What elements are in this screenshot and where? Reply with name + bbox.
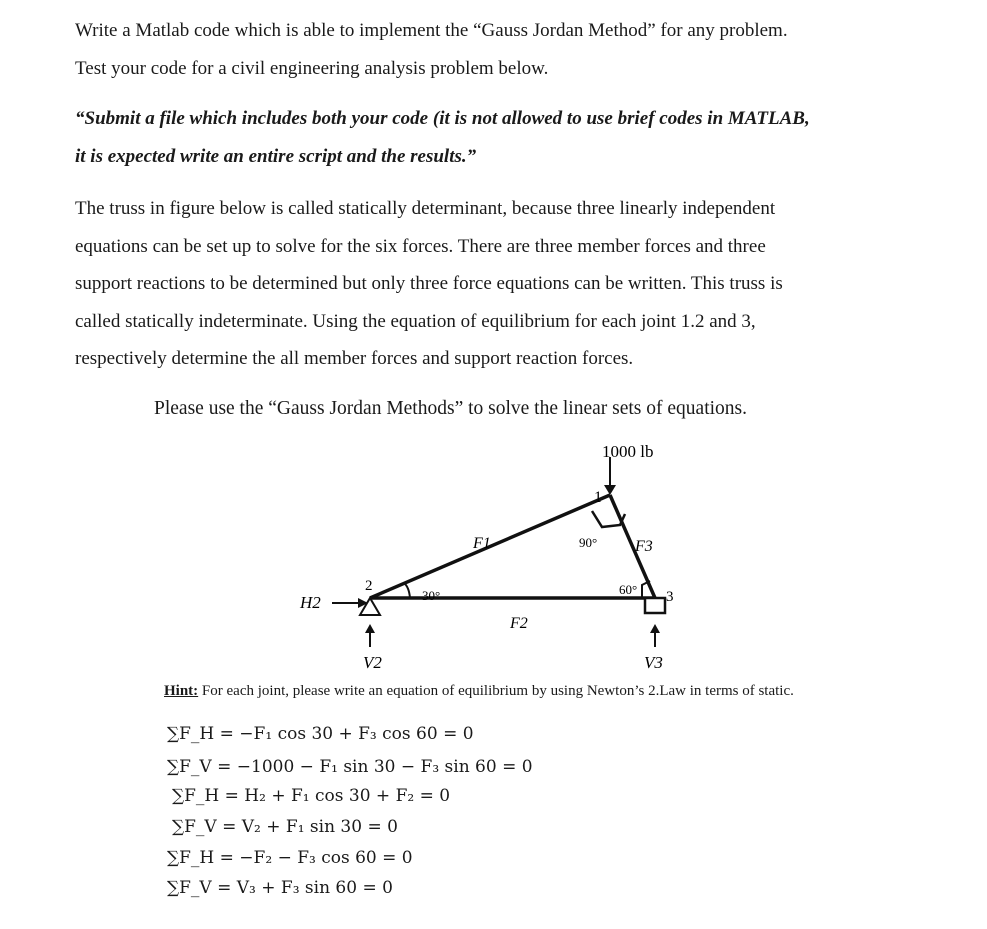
f3-label: F3	[635, 538, 653, 555]
f1-label: F1	[473, 535, 491, 552]
node-3-label: 3	[666, 589, 674, 605]
angle-30-arc	[404, 583, 410, 598]
node-2-label: 2	[365, 578, 373, 594]
v2-label: V2	[363, 653, 382, 672]
f2-label: F2	[510, 615, 528, 632]
angle-60-label: 60°	[619, 582, 638, 597]
truss-line-3: support reactions to be determined but only three force equations can be written. This truss is	[75, 273, 783, 294]
intro-line-2: Test your code for a civil engineering analysis problem below.	[75, 57, 549, 79]
truss-diagram	[280, 435, 700, 680]
intro-paragraph	[75, 12, 898, 87]
support-3	[645, 598, 665, 613]
equation-3: ∑F_H = H₂ + F₁ cos 30 + F₂ = 0	[172, 786, 451, 806]
truss-line-5: respectively determine the all member forces and support reaction forces.	[75, 348, 634, 369]
hint-body: For each joint, please write an equation of equilibrium by using Newton’s 2.Law in terms of static.	[198, 683, 794, 699]
truss-description	[75, 190, 898, 378]
v3-arrowhead	[650, 624, 660, 633]
submit-line-2: it is expected write an entire script and the results.”	[75, 145, 477, 167]
submit-instructions	[75, 100, 898, 175]
equation-5: ∑F_H = −F₂ − F₃ cos 60 = 0	[167, 848, 413, 868]
v3-label: V3	[644, 653, 663, 672]
truss-line-2: equations can be set up to solve for the six forces. There are three member forces and three	[75, 235, 766, 257]
angle-30-label: 30°	[422, 588, 441, 603]
hint-text	[164, 681, 814, 702]
method-instruction: Please use the “Gauss Jordan Methods” to solve the linear sets of equations.	[154, 398, 747, 419]
submit-line-1: “Submit a file which includes both your code (it is not allowed to use brief codes in MATLAB,	[75, 108, 810, 129]
equation-1: ∑F_H = −F₁ cos 30 + F₃ cos 60 = 0	[167, 724, 474, 744]
intro-line-1: Write a Matlab code which is able to implement the “Gauss Jordan Method” for any problem.	[75, 20, 788, 41]
equation-2: ∑F_V = −1000 − F₁ sin 30 − F₃ sin 60 = 0	[167, 757, 533, 777]
v2-arrowhead	[365, 624, 375, 633]
node-1-label: 1	[594, 489, 602, 506]
h2-label: H2	[300, 593, 321, 612]
truss-line-1: The truss in figure below is called statically determinant, because three linearly independent	[75, 198, 776, 219]
hint-label: Hint:	[164, 683, 199, 699]
load-arrowhead	[604, 485, 616, 495]
truss-line-4: called statically indeterminate. Using the equation of equilibrium for each joint 1.2 and 3,	[75, 310, 756, 332]
equation-4: ∑F_V = V₂ + F₁ sin 30 = 0	[172, 817, 398, 837]
load-label: 1000 lb	[602, 442, 654, 461]
equation-6: ∑F_V = V₃ + F₃ sin 60 = 0	[167, 878, 393, 898]
angle-90-label: 90°	[579, 535, 598, 550]
